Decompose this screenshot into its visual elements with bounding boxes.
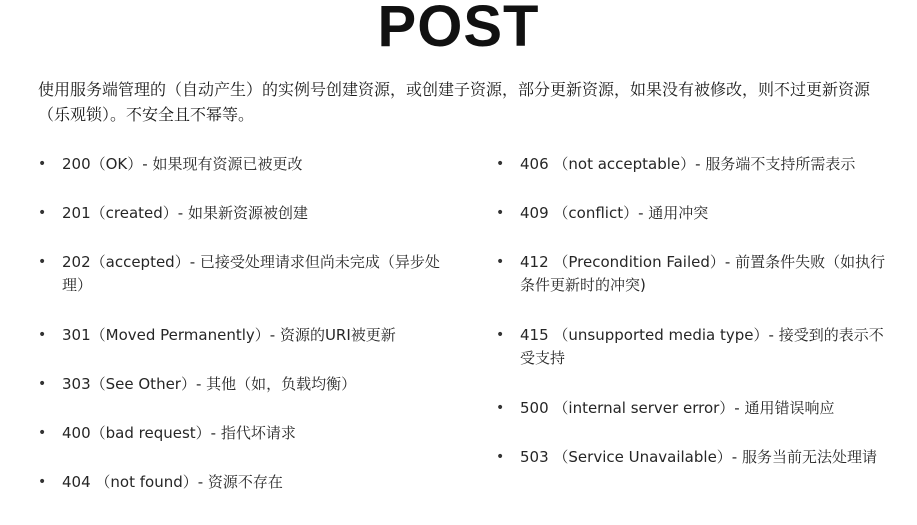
list-item-text: 412 （Precondition Failed）- 前置条件失败（如执行条件更新时的冲突) bbox=[520, 253, 886, 294]
bullet-icon: • bbox=[496, 327, 505, 343]
bullet-icon: • bbox=[38, 327, 47, 343]
list-item-text: 301（Moved Permanently）- 资源的URI被更新 bbox=[62, 326, 396, 344]
list-item bbox=[38, 202, 468, 225]
list-item bbox=[38, 373, 468, 396]
list-item-text: 500 （internal server error）- 通用错误响应 bbox=[520, 399, 835, 417]
bullet-icon: • bbox=[38, 376, 47, 392]
list-item bbox=[496, 202, 896, 225]
list-item-text: 406 （not acceptable）- 服务端不支持所需表示 bbox=[520, 155, 856, 173]
bullet-icon: • bbox=[496, 205, 505, 221]
list-item-text: 503 （Service Unavailable）- 服务当前无法处理请 bbox=[520, 448, 877, 466]
bullet-icon: • bbox=[38, 425, 47, 441]
intro-paragraph: 使用服务端管理的（自动产生）的实例号创建资源，或创建子资源，部分更新资源，如果没有被修改，则不过更新资源（乐观锁）。不安全且不幂等。 bbox=[38, 80, 871, 124]
list-item bbox=[496, 446, 891, 469]
list-item-text: 202（accepted）- 已接受处理请求但尚未完成（异步处理） bbox=[62, 253, 440, 294]
list-item bbox=[38, 471, 468, 494]
list-item bbox=[38, 153, 468, 176]
bullet-icon: • bbox=[38, 205, 47, 221]
list-item bbox=[496, 324, 896, 370]
bullet-icon: • bbox=[38, 474, 47, 490]
list-item-text: 200（OK）- 如果现有资源已被更改 bbox=[62, 155, 303, 173]
list-item-text: 409 （conflict）- 通用冲突 bbox=[520, 204, 709, 222]
bullet-icon: • bbox=[38, 156, 47, 172]
list-item-text: 404 （not found）- 资源不存在 bbox=[62, 473, 283, 491]
bullet-icon: • bbox=[496, 254, 505, 270]
bullet-icon: • bbox=[496, 400, 505, 416]
list-item bbox=[496, 153, 896, 176]
list-item bbox=[496, 397, 896, 420]
list-item-text: 303（See Other）- 其他（如，负载均衡） bbox=[62, 375, 357, 393]
list-item-text: 201（created）- 如果新资源被创建 bbox=[62, 204, 308, 222]
list-item bbox=[496, 251, 888, 297]
list-item-text: 415 （unsupported media type）- 接受到的表示不受支持 bbox=[520, 326, 884, 367]
bullet-icon: • bbox=[38, 254, 47, 270]
list-item bbox=[38, 324, 468, 347]
bullet-icon: • bbox=[496, 449, 505, 465]
slide-title: POST bbox=[377, 0, 540, 59]
list-item bbox=[38, 422, 468, 445]
bullet-icon: • bbox=[496, 156, 505, 172]
list-item bbox=[38, 251, 443, 297]
list-item-text: 400（bad request）- 指代坏请求 bbox=[62, 424, 296, 442]
